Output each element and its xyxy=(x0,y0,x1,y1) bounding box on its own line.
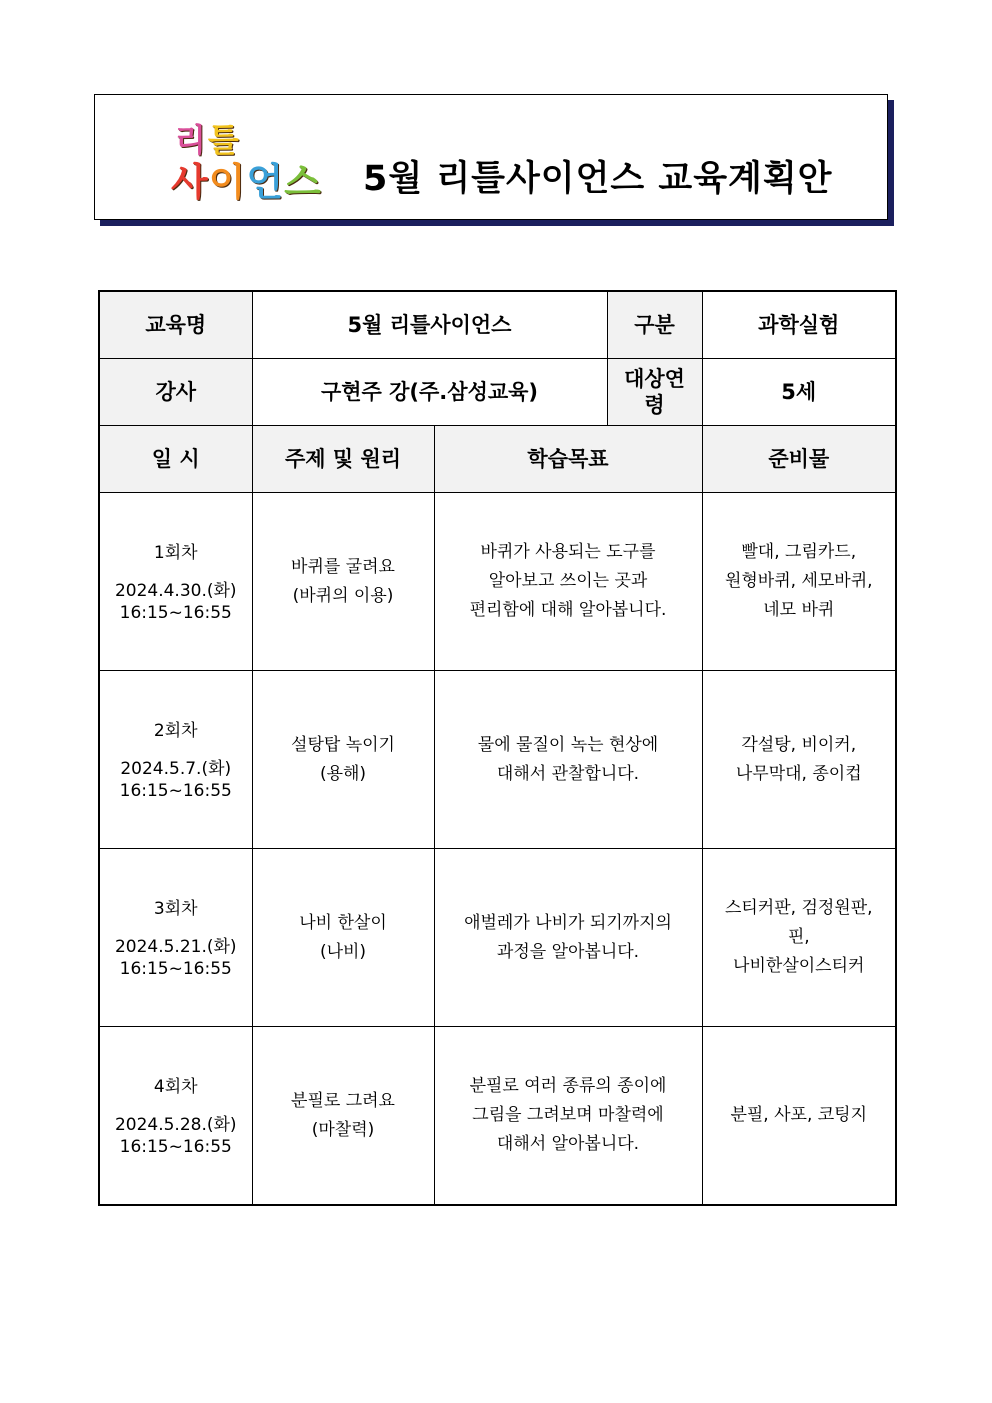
session-topic: 분필로 그려요 (마찰력) xyxy=(252,1027,434,1206)
session-topic: 나비 한살이 (나비) xyxy=(252,849,434,1027)
col-datetime-header: 일 시 xyxy=(99,426,252,493)
instructor-label: 강사 xyxy=(99,359,252,426)
session-datetime xyxy=(99,671,252,849)
age-value: 5세 xyxy=(702,359,896,426)
logo-letter: 리 xyxy=(175,121,208,159)
session-row xyxy=(99,849,896,1027)
info-row-instructor xyxy=(99,359,896,426)
session-time: 16:15~16:55 xyxy=(119,959,232,979)
logo-letter: 사 xyxy=(171,160,209,204)
session-datetime xyxy=(99,849,252,1027)
session-time: 16:15~16:55 xyxy=(119,1137,232,1157)
logo-bottom-text xyxy=(171,151,322,206)
age-label: 대상연 령 xyxy=(607,359,702,426)
session-goal: 물에 물질이 녹는 현상에 대해서 관찰합니다. xyxy=(434,671,702,849)
category-label: 구분 xyxy=(607,291,702,359)
session-materials: 각설탕, 비이커, 나무막대, 종이컵 xyxy=(702,671,896,849)
session-date: 2024.5.28.(화) xyxy=(114,1115,237,1135)
session-number: 1회차 xyxy=(153,543,198,563)
session-row xyxy=(99,671,896,849)
session-number: 2회차 xyxy=(153,721,198,741)
session-materials: 빨대, 그림카드, 원형바퀴, 세모바퀴, 네모 바퀴 xyxy=(702,493,896,671)
session-number: 4회차 xyxy=(153,1077,198,1097)
page-title: 5월 리틀사이언스 교육계획안 xyxy=(363,159,833,199)
session-goal: 분필로 여러 종류의 종이에 그림을 그려보며 마찰력에 대해서 알아봅니다. xyxy=(434,1027,702,1206)
little-science-logo xyxy=(171,115,333,204)
session-datetime xyxy=(99,493,252,671)
session-number: 3회차 xyxy=(153,899,198,919)
col-goal-header: 학습목표 xyxy=(434,426,702,493)
session-goal: 애벌레가 나비가 되기까지의 과정을 알아봅니다. xyxy=(434,849,702,1027)
category-value: 과학실험 xyxy=(702,291,896,359)
instructor-value: 구현주 강(주.삼성교육) xyxy=(252,359,607,426)
course-value: 5월 리틀사이언스 xyxy=(252,291,607,359)
column-header-row xyxy=(99,426,896,493)
session-row xyxy=(99,493,896,671)
col-materials-header: 준비물 xyxy=(702,426,896,493)
session-date: 2024.5.7.(화) xyxy=(120,759,232,779)
info-row-course xyxy=(99,291,896,359)
title-box xyxy=(94,94,888,220)
session-goal: 바퀴가 사용되는 도구를 알아보고 쓰이는 곳과 편리함에 대해 알아봅니다. xyxy=(434,493,702,671)
session-topic: 설탕탑 녹이기 (용해) xyxy=(252,671,434,849)
logo-letter: 틀 xyxy=(207,121,241,159)
logo-letter: 언 xyxy=(246,160,285,204)
session-materials: 분필, 사포, 코팅지 xyxy=(702,1027,896,1206)
session-row xyxy=(99,1027,896,1206)
session-materials: 스티커판, 검정원판, 핀, 나비한살이스티커 xyxy=(702,849,896,1027)
session-topic: 바퀴를 굴려요 (바퀴의 이용) xyxy=(252,493,434,671)
session-time: 16:15~16:55 xyxy=(119,781,232,801)
session-date: 2024.4.30.(화) xyxy=(114,581,237,601)
logo-letter: 이 xyxy=(208,160,247,204)
course-label: 교육명 xyxy=(99,291,252,359)
session-datetime xyxy=(99,1027,252,1206)
education-plan-table xyxy=(98,290,897,1206)
session-time: 16:15~16:55 xyxy=(119,603,232,623)
session-date: 2024.5.21.(화) xyxy=(114,937,237,957)
logo-letter: 스 xyxy=(284,160,322,204)
col-topic-header: 주제 및 원리 xyxy=(252,426,434,493)
